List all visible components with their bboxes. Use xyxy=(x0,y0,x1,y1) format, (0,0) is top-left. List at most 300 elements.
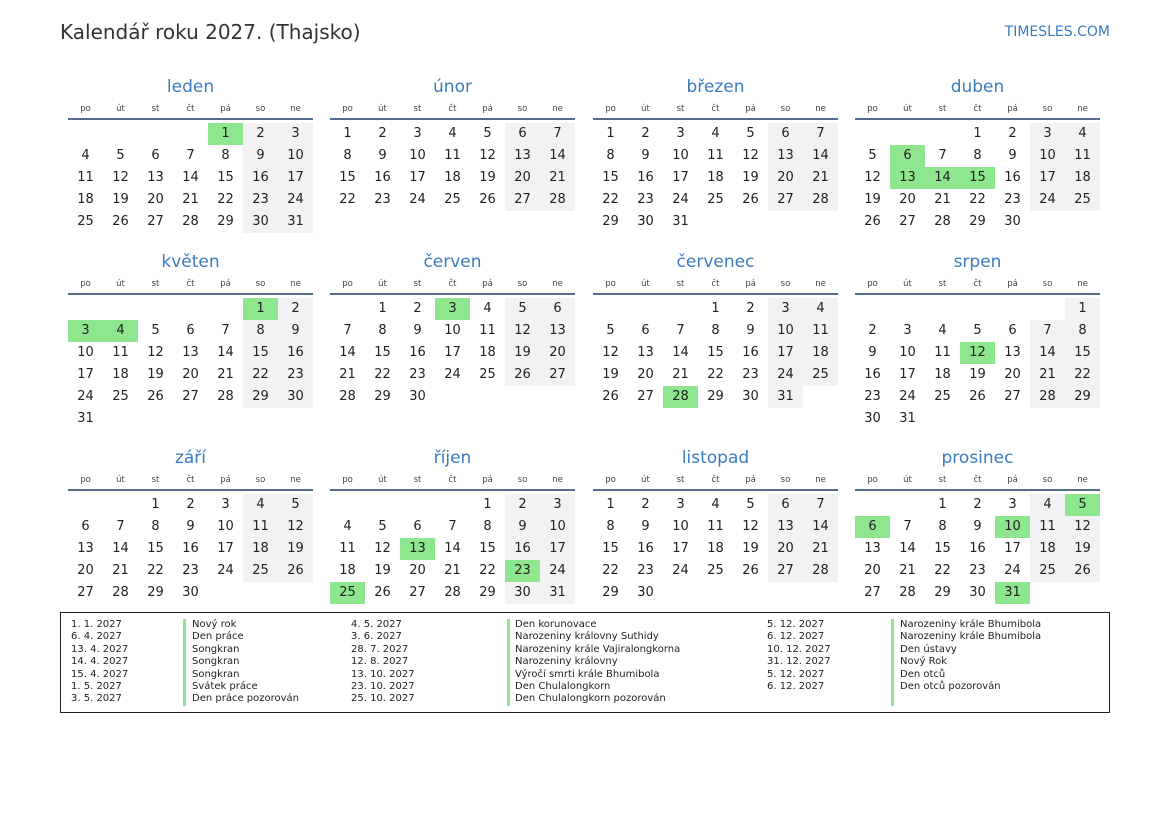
day-cell[interactable]: 26 xyxy=(112,214,129,229)
day-cell[interactable]: 12 xyxy=(374,541,391,556)
day-cell[interactable]: 24 xyxy=(217,563,234,578)
day-cell[interactable]: 14 xyxy=(217,345,234,360)
day-cell[interactable]: 13 xyxy=(505,145,540,167)
day-cell[interactable]: 3 xyxy=(903,323,912,338)
day-cell[interactable]: 7 xyxy=(903,519,912,534)
day-cell[interactable]: 24 xyxy=(672,563,689,578)
day-cell[interactable]: 2 xyxy=(278,298,313,320)
day-cell[interactable]: 20 xyxy=(1004,367,1021,382)
day-cell[interactable]: 19 xyxy=(479,170,496,185)
day-cell[interactable]: 3 xyxy=(676,497,685,512)
day-cell[interactable]: 10 xyxy=(278,145,313,167)
day-cell[interactable]: 21 xyxy=(540,167,575,189)
day-cell[interactable]: 27 xyxy=(505,189,540,211)
day-cell[interactable]: 20 xyxy=(768,538,803,560)
day-cell[interactable]: 20 xyxy=(77,563,94,578)
holiday-day[interactable]: 15 xyxy=(960,167,995,189)
day-cell[interactable]: 12 xyxy=(602,345,619,360)
day-cell[interactable]: 25 xyxy=(707,563,724,578)
day-cell[interactable]: 11 xyxy=(77,170,94,185)
day-cell[interactable]: 4 xyxy=(938,323,947,338)
holiday-day[interactable]: 3 xyxy=(435,298,470,320)
day-cell[interactable]: 7 xyxy=(1030,320,1065,342)
day-cell[interactable]: 19 xyxy=(969,367,986,382)
day-cell[interactable]: 13 xyxy=(768,145,803,167)
day-cell[interactable]: 14 xyxy=(182,170,199,185)
day-cell[interactable]: 31 xyxy=(672,214,689,229)
day-cell[interactable]: 27 xyxy=(637,389,654,404)
day-cell[interactable]: 26 xyxy=(742,192,759,207)
holiday-day[interactable]: 13 xyxy=(890,167,925,189)
day-cell[interactable]: 16 xyxy=(409,345,426,360)
day-cell[interactable]: 25 xyxy=(444,192,461,207)
day-cell[interactable]: 30 xyxy=(637,214,654,229)
day-cell[interactable]: 27 xyxy=(147,214,164,229)
holiday-day[interactable]: 31 xyxy=(995,582,1030,604)
day-cell[interactable]: 15 xyxy=(147,541,164,556)
day-cell[interactable]: 19 xyxy=(278,538,313,560)
holiday-day[interactable]: 28 xyxy=(663,386,698,408)
day-cell[interactable]: 9 xyxy=(505,516,540,538)
day-cell[interactable]: 9 xyxy=(186,519,195,534)
day-cell[interactable]: 21 xyxy=(339,367,356,382)
day-cell[interactable]: 18 xyxy=(243,538,278,560)
day-cell[interactable]: 22 xyxy=(217,192,234,207)
day-cell[interactable]: 7 xyxy=(186,148,195,163)
day-cell[interactable]: 21 xyxy=(182,192,199,207)
day-cell[interactable]: 23 xyxy=(637,563,654,578)
day-cell[interactable]: 8 xyxy=(343,148,352,163)
day-cell[interactable]: 3 xyxy=(278,123,313,145)
day-cell[interactable]: 2 xyxy=(641,497,650,512)
day-cell[interactable]: 20 xyxy=(864,563,881,578)
day-cell[interactable]: 20 xyxy=(409,563,426,578)
day-cell[interactable]: 22 xyxy=(969,192,986,207)
day-cell[interactable]: 8 xyxy=(243,320,278,342)
day-cell[interactable]: 4 xyxy=(711,497,720,512)
day-cell[interactable]: 5 xyxy=(116,148,125,163)
day-cell[interactable]: 22 xyxy=(602,563,619,578)
day-cell[interactable]: 1 xyxy=(151,497,160,512)
day-cell[interactable]: 2 xyxy=(746,301,755,316)
day-cell[interactable]: 18 xyxy=(339,563,356,578)
day-cell[interactable]: 19 xyxy=(742,541,759,556)
day-cell[interactable]: 11 xyxy=(243,516,278,538)
day-cell[interactable]: 23 xyxy=(278,364,313,386)
day-cell[interactable]: 30 xyxy=(278,386,313,408)
day-cell[interactable]: 24 xyxy=(409,192,426,207)
day-cell[interactable]: 15 xyxy=(374,345,391,360)
holiday-day[interactable]: 10 xyxy=(995,516,1030,538)
day-cell[interactable]: 16 xyxy=(243,167,278,189)
day-cell[interactable]: 14 xyxy=(112,541,129,556)
holiday-day[interactable]: 25 xyxy=(330,582,365,604)
day-cell[interactable]: 21 xyxy=(934,192,951,207)
day-cell[interactable]: 4 xyxy=(81,148,90,163)
day-cell[interactable]: 1 xyxy=(343,126,352,141)
day-cell[interactable]: 17 xyxy=(1030,167,1065,189)
day-cell[interactable]: 25 xyxy=(707,192,724,207)
day-cell[interactable]: 5 xyxy=(505,298,540,320)
day-cell[interactable]: 8 xyxy=(938,519,947,534)
day-cell[interactable]: 8 xyxy=(606,148,615,163)
holiday-day[interactable]: 23 xyxy=(505,560,540,582)
day-cell[interactable]: 6 xyxy=(151,148,160,163)
day-cell[interactable]: 3 xyxy=(768,298,803,320)
holiday-day[interactable]: 6 xyxy=(855,516,890,538)
day-cell[interactable]: 5 xyxy=(973,323,982,338)
day-cell[interactable]: 21 xyxy=(672,367,689,382)
day-cell[interactable]: 10 xyxy=(899,345,916,360)
day-cell[interactable]: 19 xyxy=(374,563,391,578)
day-cell[interactable]: 11 xyxy=(707,148,724,163)
day-cell[interactable]: 17 xyxy=(540,538,575,560)
day-cell[interactable]: 19 xyxy=(147,367,164,382)
day-cell[interactable]: 17 xyxy=(899,367,916,382)
day-cell[interactable]: 29 xyxy=(602,214,619,229)
day-cell[interactable]: 18 xyxy=(77,192,94,207)
day-cell[interactable]: 23 xyxy=(409,367,426,382)
day-cell[interactable]: 24 xyxy=(672,192,689,207)
day-cell[interactable]: 13 xyxy=(864,541,881,556)
day-cell[interactable]: 13 xyxy=(147,170,164,185)
day-cell[interactable]: 31 xyxy=(899,411,916,426)
day-cell[interactable]: 24 xyxy=(444,367,461,382)
day-cell[interactable]: 11 xyxy=(1065,145,1100,167)
day-cell[interactable]: 18 xyxy=(934,367,951,382)
day-cell[interactable]: 23 xyxy=(1004,192,1021,207)
day-cell[interactable]: 17 xyxy=(672,541,689,556)
day-cell[interactable]: 30 xyxy=(409,389,426,404)
day-cell[interactable]: 17 xyxy=(278,167,313,189)
day-cell[interactable]: 18 xyxy=(1065,167,1100,189)
day-cell[interactable]: 29 xyxy=(934,585,951,600)
day-cell[interactable]: 26 xyxy=(1065,560,1100,582)
day-cell[interactable]: 8 xyxy=(378,323,387,338)
day-cell[interactable]: 21 xyxy=(1030,364,1065,386)
day-cell[interactable]: 2 xyxy=(641,126,650,141)
day-cell[interactable]: 27 xyxy=(864,585,881,600)
day-cell[interactable]: 31 xyxy=(77,411,94,426)
day-cell[interactable]: 25 xyxy=(1065,189,1100,211)
day-cell[interactable]: 7 xyxy=(448,519,457,534)
day-cell[interactable]: 17 xyxy=(217,541,234,556)
day-cell[interactable]: 12 xyxy=(505,320,540,342)
day-cell[interactable]: 2 xyxy=(378,126,387,141)
day-cell[interactable]: 1 xyxy=(711,301,720,316)
day-cell[interactable]: 5 xyxy=(868,148,877,163)
day-cell[interactable]: 15 xyxy=(1065,342,1100,364)
day-cell[interactable]: 31 xyxy=(278,211,313,233)
day-cell[interactable]: 22 xyxy=(243,364,278,386)
day-cell[interactable]: 13 xyxy=(768,516,803,538)
day-cell[interactable]: 13 xyxy=(77,541,94,556)
day-cell[interactable]: 3 xyxy=(1008,497,1017,512)
day-cell[interactable]: 11 xyxy=(934,345,951,360)
day-cell[interactable]: 6 xyxy=(768,494,803,516)
holiday-day[interactable]: 6 xyxy=(890,145,925,167)
day-cell[interactable]: 4 xyxy=(711,126,720,141)
day-cell[interactable]: 5 xyxy=(278,494,313,516)
day-cell[interactable]: 30 xyxy=(505,582,540,604)
day-cell[interactable]: 11 xyxy=(479,323,496,338)
day-cell[interactable]: 16 xyxy=(637,541,654,556)
day-cell[interactable]: 16 xyxy=(182,541,199,556)
day-cell[interactable]: 21 xyxy=(803,538,838,560)
day-cell[interactable]: 25 xyxy=(77,214,94,229)
day-cell[interactable]: 22 xyxy=(479,563,496,578)
day-cell[interactable]: 29 xyxy=(602,585,619,600)
day-cell[interactable]: 5 xyxy=(746,126,755,141)
day-cell[interactable]: 23 xyxy=(864,389,881,404)
day-cell[interactable]: 1 xyxy=(973,126,982,141)
day-cell[interactable]: 4 xyxy=(1065,123,1100,145)
day-cell[interactable]: 25 xyxy=(243,560,278,582)
day-cell[interactable]: 5 xyxy=(746,497,755,512)
day-cell[interactable]: 15 xyxy=(707,345,724,360)
day-cell[interactable]: 20 xyxy=(182,367,199,382)
day-cell[interactable]: 26 xyxy=(969,389,986,404)
day-cell[interactable]: 11 xyxy=(803,320,838,342)
day-cell[interactable]: 13 xyxy=(637,345,654,360)
day-cell[interactable]: 5 xyxy=(378,519,387,534)
day-cell[interactable]: 25 xyxy=(479,367,496,382)
day-cell[interactable]: 18 xyxy=(444,170,461,185)
day-cell[interactable]: 9 xyxy=(243,145,278,167)
day-cell[interactable]: 4 xyxy=(343,519,352,534)
day-cell[interactable]: 2 xyxy=(413,301,422,316)
day-cell[interactable]: 17 xyxy=(672,170,689,185)
day-cell[interactable]: 10 xyxy=(409,148,426,163)
day-cell[interactable]: 21 xyxy=(899,563,916,578)
holiday-day[interactable]: 14 xyxy=(925,167,960,189)
day-cell[interactable]: 22 xyxy=(707,367,724,382)
day-cell[interactable]: 27 xyxy=(182,389,199,404)
day-cell[interactable]: 2 xyxy=(1008,126,1017,141)
day-cell[interactable]: 6 xyxy=(641,323,650,338)
holiday-day[interactable]: 5 xyxy=(1065,494,1100,516)
holiday-day[interactable]: 12 xyxy=(960,342,995,364)
day-cell[interactable]: 8 xyxy=(973,148,982,163)
day-cell[interactable]: 4 xyxy=(1030,494,1065,516)
day-cell[interactable]: 21 xyxy=(112,563,129,578)
day-cell[interactable]: 11 xyxy=(112,345,129,360)
day-cell[interactable]: 31 xyxy=(540,582,575,604)
day-cell[interactable]: 19 xyxy=(742,170,759,185)
day-cell[interactable]: 22 xyxy=(374,367,391,382)
day-cell[interactable]: 7 xyxy=(938,148,947,163)
day-cell[interactable]: 27 xyxy=(1004,389,1021,404)
day-cell[interactable]: 7 xyxy=(343,323,352,338)
day-cell[interactable]: 11 xyxy=(1030,516,1065,538)
day-cell[interactable]: 9 xyxy=(278,320,313,342)
day-cell[interactable]: 5 xyxy=(151,323,160,338)
day-cell[interactable]: 2 xyxy=(505,494,540,516)
day-cell[interactable]: 31 xyxy=(768,386,803,408)
day-cell[interactable]: 24 xyxy=(1030,189,1065,211)
day-cell[interactable]: 16 xyxy=(1004,170,1021,185)
day-cell[interactable]: 23 xyxy=(374,192,391,207)
day-cell[interactable]: 9 xyxy=(746,323,755,338)
day-cell[interactable]: 19 xyxy=(112,192,129,207)
day-cell[interactable]: 3 xyxy=(540,494,575,516)
day-cell[interactable]: 19 xyxy=(505,342,540,364)
day-cell[interactable]: 22 xyxy=(1065,364,1100,386)
day-cell[interactable]: 16 xyxy=(969,541,986,556)
day-cell[interactable]: 14 xyxy=(803,145,838,167)
day-cell[interactable]: 12 xyxy=(112,170,129,185)
day-cell[interactable]: 2 xyxy=(186,497,195,512)
day-cell[interactable]: 12 xyxy=(479,148,496,163)
day-cell[interactable]: 22 xyxy=(339,192,356,207)
day-cell[interactable]: 14 xyxy=(444,541,461,556)
day-cell[interactable]: 16 xyxy=(374,170,391,185)
day-cell[interactable]: 6 xyxy=(81,519,90,534)
day-cell[interactable]: 15 xyxy=(217,170,234,185)
day-cell[interactable]: 27 xyxy=(899,214,916,229)
day-cell[interactable]: 23 xyxy=(969,563,986,578)
day-cell[interactable]: 26 xyxy=(374,585,391,600)
brand-link[interactable]: TIMESLES.COM xyxy=(1004,24,1110,40)
day-cell[interactable]: 4 xyxy=(483,301,492,316)
day-cell[interactable]: 4 xyxy=(243,494,278,516)
day-cell[interactable]: 5 xyxy=(483,126,492,141)
day-cell[interactable]: 26 xyxy=(742,563,759,578)
day-cell[interactable]: 8 xyxy=(711,323,720,338)
day-cell[interactable]: 27 xyxy=(768,189,803,211)
day-cell[interactable]: 3 xyxy=(1030,123,1065,145)
day-cell[interactable]: 28 xyxy=(934,214,951,229)
day-cell[interactable]: 25 xyxy=(803,364,838,386)
day-cell[interactable]: 1 xyxy=(606,497,615,512)
day-cell[interactable]: 16 xyxy=(864,367,881,382)
day-cell[interactable]: 7 xyxy=(676,323,685,338)
day-cell[interactable]: 30 xyxy=(182,585,199,600)
day-cell[interactable]: 24 xyxy=(768,364,803,386)
day-cell[interactable]: 18 xyxy=(112,367,129,382)
day-cell[interactable]: 4 xyxy=(448,126,457,141)
day-cell[interactable]: 9 xyxy=(1008,148,1017,163)
day-cell[interactable]: 7 xyxy=(540,123,575,145)
day-cell[interactable]: 30 xyxy=(243,211,278,233)
day-cell[interactable]: 9 xyxy=(973,519,982,534)
day-cell[interactable]: 17 xyxy=(409,170,426,185)
day-cell[interactable]: 17 xyxy=(1004,541,1021,556)
day-cell[interactable]: 22 xyxy=(147,563,164,578)
day-cell[interactable]: 19 xyxy=(1065,538,1100,560)
day-cell[interactable]: 13 xyxy=(1004,345,1021,360)
day-cell[interactable]: 8 xyxy=(1065,320,1100,342)
day-cell[interactable]: 10 xyxy=(672,519,689,534)
day-cell[interactable]: 15 xyxy=(602,541,619,556)
day-cell[interactable]: 29 xyxy=(243,386,278,408)
day-cell[interactable]: 10 xyxy=(540,516,575,538)
day-cell[interactable]: 20 xyxy=(540,342,575,364)
day-cell[interactable]: 29 xyxy=(374,389,391,404)
day-cell[interactable]: 7 xyxy=(221,323,230,338)
day-cell[interactable]: 16 xyxy=(637,170,654,185)
day-cell[interactable]: 29 xyxy=(479,585,496,600)
holiday-day[interactable]: 13 xyxy=(400,538,435,560)
day-cell[interactable]: 28 xyxy=(444,585,461,600)
day-cell[interactable]: 3 xyxy=(221,497,230,512)
day-cell[interactable]: 23 xyxy=(182,563,199,578)
day-cell[interactable]: 21 xyxy=(217,367,234,382)
day-cell[interactable]: 12 xyxy=(278,516,313,538)
day-cell[interactable]: 18 xyxy=(479,345,496,360)
day-cell[interactable]: 21 xyxy=(444,563,461,578)
day-cell[interactable]: 15 xyxy=(479,541,496,556)
day-cell[interactable]: 29 xyxy=(1065,386,1100,408)
day-cell[interactable]: 20 xyxy=(899,192,916,207)
day-cell[interactable]: 2 xyxy=(973,497,982,512)
day-cell[interactable]: 20 xyxy=(505,167,540,189)
day-cell[interactable]: 28 xyxy=(217,389,234,404)
day-cell[interactable]: 27 xyxy=(77,585,94,600)
day-cell[interactable]: 8 xyxy=(221,148,230,163)
day-cell[interactable]: 29 xyxy=(147,585,164,600)
day-cell[interactable]: 7 xyxy=(803,494,838,516)
day-cell[interactable]: 10 xyxy=(1030,145,1065,167)
day-cell[interactable]: 6 xyxy=(768,123,803,145)
day-cell[interactable]: 16 xyxy=(505,538,540,560)
day-cell[interactable]: 26 xyxy=(602,389,619,404)
holiday-day[interactable]: 4 xyxy=(103,320,138,342)
day-cell[interactable]: 12 xyxy=(1065,516,1100,538)
day-cell[interactable]: 17 xyxy=(768,342,803,364)
day-cell[interactable]: 27 xyxy=(768,560,803,582)
holiday-day[interactable]: 3 xyxy=(68,320,103,342)
day-cell[interactable]: 3 xyxy=(676,126,685,141)
day-cell[interactable]: 23 xyxy=(742,367,759,382)
day-cell[interactable]: 6 xyxy=(1008,323,1017,338)
day-cell[interactable]: 1 xyxy=(1065,298,1100,320)
day-cell[interactable]: 9 xyxy=(413,323,422,338)
day-cell[interactable]: 15 xyxy=(243,342,278,364)
day-cell[interactable]: 20 xyxy=(768,167,803,189)
day-cell[interactable]: 9 xyxy=(641,148,650,163)
day-cell[interactable]: 26 xyxy=(479,192,496,207)
day-cell[interactable]: 2 xyxy=(868,323,877,338)
day-cell[interactable]: 10 xyxy=(217,519,234,534)
day-cell[interactable]: 7 xyxy=(116,519,125,534)
day-cell[interactable]: 18 xyxy=(1030,538,1065,560)
day-cell[interactable]: 12 xyxy=(147,345,164,360)
day-cell[interactable]: 8 xyxy=(606,519,615,534)
day-cell[interactable]: 7 xyxy=(803,123,838,145)
day-cell[interactable]: 18 xyxy=(803,342,838,364)
day-cell[interactable]: 9 xyxy=(868,345,877,360)
day-cell[interactable]: 28 xyxy=(803,189,838,211)
day-cell[interactable]: 25 xyxy=(112,389,129,404)
day-cell[interactable]: 28 xyxy=(803,560,838,582)
holiday-day[interactable]: 1 xyxy=(208,123,243,145)
day-cell[interactable]: 28 xyxy=(540,189,575,211)
day-cell[interactable]: 9 xyxy=(641,519,650,534)
day-cell[interactable]: 3 xyxy=(413,126,422,141)
day-cell[interactable]: 12 xyxy=(864,170,881,185)
day-cell[interactable]: 15 xyxy=(602,170,619,185)
day-cell[interactable]: 8 xyxy=(151,519,160,534)
day-cell[interactable]: 23 xyxy=(637,192,654,207)
day-cell[interactable]: 26 xyxy=(278,560,313,582)
day-cell[interactable]: 18 xyxy=(707,541,724,556)
day-cell[interactable]: 6 xyxy=(413,519,422,534)
day-cell[interactable]: 1 xyxy=(606,126,615,141)
day-cell[interactable]: 30 xyxy=(742,389,759,404)
day-cell[interactable]: 13 xyxy=(182,345,199,360)
day-cell[interactable]: 20 xyxy=(147,192,164,207)
